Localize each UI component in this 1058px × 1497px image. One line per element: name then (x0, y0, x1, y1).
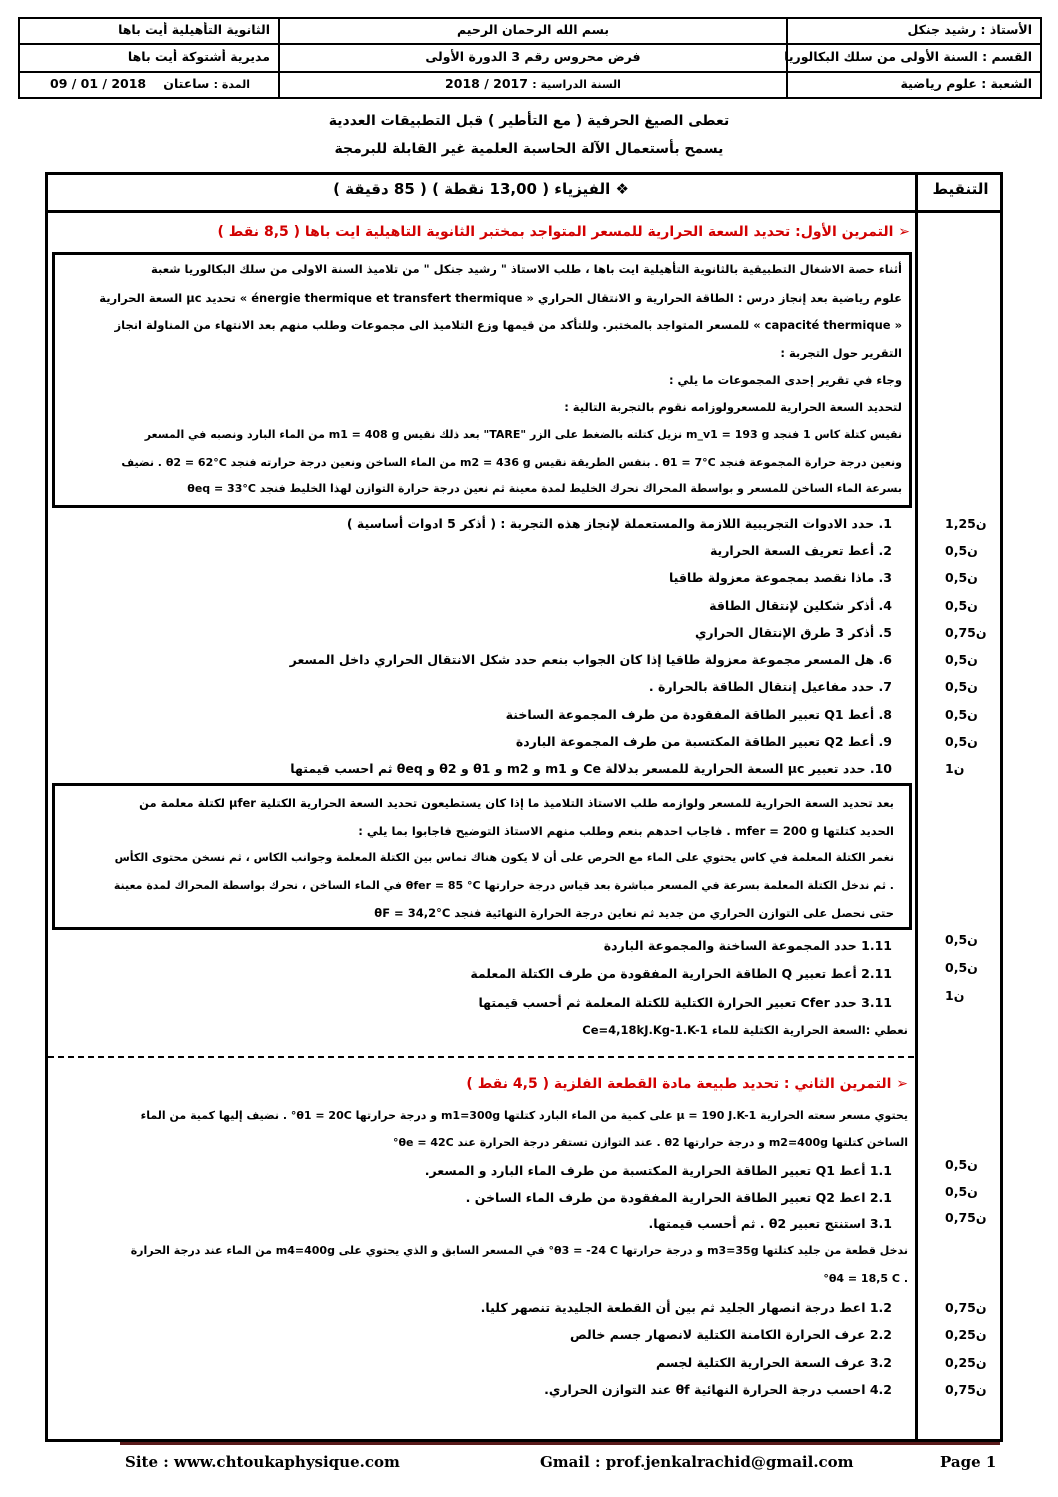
header-table (18, 17, 1042, 99)
question-10-score: 1ن (945, 761, 965, 776)
instruction-formulas: تعطى الصيغ الحرفية ( مع التأطير ) قبل التطبيقات العددية (328, 113, 730, 129)
question-11-2: 2.11 أعط تعبير Q الطاقة الحرارية المفقودة من طرف الكتلة المعلمة (470, 966, 892, 981)
exercise1-title: ➢ التمرين الأول: تحديد السعة الحرارية للمسعر المتواجد بمختبر الثانوية التاهيلية ايت باها ( 8,5 نقط ) (217, 224, 910, 240)
arrow-bullet-icon: ➢ (893, 224, 910, 240)
ex2-question-3-1: 3.1 استنتج تعبير θ2 . ثم أحسب قيمتها. (648, 1216, 892, 1231)
footer-site[interactable]: Site : www.chtoukaphysique.com (125, 1453, 400, 1471)
question-1: 1. حدد الادوات التجريبية اللازمة والمستعملة لإنجاز هذه التجربة : ( أذكر 5 ادوات أساسية ) (346, 516, 892, 531)
question-3: 3. ماذا نقصد بمجموعة معزولة طاقيا (668, 570, 892, 585)
ex2-question-3-2: 3.2 عرف السعة الحرارية الكتلية لجسم (656, 1355, 892, 1370)
context2-line: . ثم ندخل الكتلة المعلمة بسرعة في المسعر مباشرة بعد قياس درجة حرارتها θfer = 85 °C في الماء الساخن ، نحرك بواسطة المحراك لمدة معينة (113, 879, 894, 892)
branch-label: الشعبة : علوم رياضية (900, 76, 1032, 91)
context2-line: حتى نحصل على التوازن الحراري من جديد ثم نعاين درجة الحرارة النهائية فنجد θF = 34,2°C (374, 906, 894, 920)
ex2-question-1-1: 1.1 أعط Q1 تعبير الطاقة الحرارية المكتسبة من طرف الماء البارد و المسعر. (424, 1163, 892, 1178)
context-line: نقيس كتلة كاس 1 فنجد m_v1 = 193 g نزيل كتلته بالضغط على الزر "TARE" بعد ذلك نقيس m1 = 408 g من الماء البارد ونصبه في المسعر (144, 428, 902, 441)
ex2-question-3-2-score: 0,25ن (945, 1355, 987, 1370)
footer-email[interactable]: Gmail : prof.jenkalrachid@gmail.com (540, 1453, 854, 1471)
question-11-3: 3.11 حدد Cfer تعبير الحرارة الكتلية للكتلة المعلمة ثم أحسب قيمتها (478, 995, 892, 1010)
question-9: 9. أعط Q2 تعبير الطاقة المكتسبة من طرف المجموعة الباردة (515, 734, 892, 749)
instruction-calculator: يسمح بأستعمال الآلة الحاسبة العلمية غير القابلة للبرمجة (334, 141, 724, 157)
question-9-score: 0,5ن (945, 734, 978, 749)
exercise2-title: ➢ التمرين الثاني : تحديد طبيعة مادة القطعة الفلزية ( 4,5 نقط ) (466, 1076, 908, 1092)
context-line: وجاء في تقرير إحدى المجموعات ما يلي : (668, 373, 902, 387)
ex2-question-1-2-score: 0,75ن (945, 1300, 987, 1315)
question-11-2-score: 0,5ن (945, 960, 978, 975)
context-line: لتحديد السعة الحرارية للمسعرولوزامه نقوم بالتجربة التالية : (564, 400, 902, 414)
ex2-question-2-2: 2.2 عرف الحرارة الكامنة الكتلية لانصهار جسم خالص (569, 1327, 892, 1342)
footer-rule (120, 1442, 1000, 1445)
ex2-question-2-2-score: 0,25ن (945, 1327, 987, 1342)
question-1-score: 1,25ن (945, 516, 987, 531)
class-label: القسم : السنة الأولى من سلك البكالوريا (784, 49, 1032, 64)
question-2: 2. أعط تعريف السعة الحرارية (709, 543, 892, 558)
question-5: 5. أذكر 3 طرق الإنتقال الحراري (694, 625, 892, 640)
question-8: 8. أعط Q1 تعبير الطاقة المفقودة من طرف المجموعة الساخنة (505, 707, 892, 722)
context-line: بسرعة الماء الساخن للمسعر و بواسطة المحراك نحرك الخليط لمدة معينة ثم نعين درجة حرارة التوازن لهذا الخليط فنجد θeq = 33°C (187, 482, 902, 495)
ex2-question-4-2-score: 0,75ن (945, 1382, 987, 1397)
arrow-bullet-icon: ➢ (891, 1076, 908, 1092)
context-line: ونعين درجة حرارة المجموعة فنجد θ1 = 7°C . بنفس الطريقة نقيس m2 = 436 g من الماء الساخن ونعين درجة حرارته فنجد θ2 = 62°C . نضيف (121, 456, 902, 469)
ex2-question-3-1-score: 0,75ن (945, 1210, 987, 1225)
ex2-question-1-1-score: 0,5ن (945, 1157, 978, 1172)
school-year: السنة الدراسية : 2017 / 2018 (445, 76, 621, 91)
footer-page-number: Page 1 (940, 1453, 997, 1471)
basmala: بسم الله الرحمان الرحيم (456, 22, 610, 37)
question-7-score: 0,5ن (945, 679, 978, 694)
question-11-3-score: 1ن (945, 988, 965, 1003)
duration: المدة : ساعتان (163, 76, 250, 91)
question-11-1-score: 0,5ن (945, 932, 978, 947)
question-3-score: 0,5ن (945, 570, 978, 585)
ex2-question-1-2: 1.2 اعط درجة انصهار الجليد ثم بين أن القطعة الجليدية تنصهر كليا. (480, 1300, 892, 1315)
context-line: « capacité thermique » للمسعر المتواجد بالمختبر. وللتأكد من قيمها وزع التلاميذ الى مجموعات وطلب منهم بعد الانتهاء من المناولة انجاز (114, 318, 902, 332)
question-6-score: 0,5ن (945, 652, 978, 667)
diamond-bullet-icon: ❖ (610, 180, 629, 198)
ex2-question-4-2: 4.2 احسب درجة الحرارة النهائية θf عند التوازن الحراري. (544, 1382, 892, 1397)
school-name: الثانوية التأهيلية أيت باها (118, 22, 270, 37)
question-10: 10. حدد تعبير μc السعة الحرارية للمسعر بدلالة Ce و m1 و m2 و θ1 و θ2 و θeq ثم احسب قيمتها (290, 761, 892, 776)
ex2-question-2-1: 2.1 اعط Q2 تعبير الطاقة الحرارية المفقودة من طرف الماء الساخن . (465, 1190, 892, 1205)
question-6: 6. هل المسعر مجموعة معزولة طاقيا إذا كان الجواب بنعم حدد شكل الانتقال الحراري داخل المسعر (289, 652, 892, 667)
question-8-score: 0,5ن (945, 707, 978, 722)
directorate: مديرية أشتوكة أيت باها (127, 49, 270, 64)
exam-date: 09 / 01 / 2018 (50, 76, 147, 91)
question-4-score: 0,5ن (945, 598, 978, 613)
ex2-context2-line: . θ4 = 18,5 C° (823, 1272, 908, 1285)
ex2-question-2-1-score: 0,5ن (945, 1184, 978, 1199)
section-divider (48, 1056, 914, 1058)
question-5-score: 0,75ن (945, 625, 987, 640)
question-4: 4. أذكر شكلين لإنتقال الطاقة (709, 598, 892, 613)
given-data: نعطي :السعة الحرارية الكتلية للماء Ce=4,18kJ.Kg-1.K-1 (582, 1023, 908, 1037)
context2-line: بعد تحديد السعة الحرارية للمسعر ولوازمه طلب الاستاذ التلاميذ ما إذا كان يستطيعون تحديد السعة الحرارية الكتلية μfer لكتلة معلمة من (139, 796, 894, 810)
ex2-context-line: يحتوي مسعر سعته الحرارية μ = 190 J.K-1 على كمية من الماء البارد كتلتها m1=300g و درجة حرارتها θ1 = 20C° . نضيف إليها كمية من الماء (140, 1109, 908, 1122)
context-line: التقرير حول التجربة : (780, 346, 902, 360)
question-2-score: 0,5ن (945, 543, 978, 558)
context2-line: نغمر الكتلة المعلمة في كاس يحتوي على الماء مع الحرص على أن لا يكون هناك تماس بين الكتلة المعلمة وجوانب الكاس ، ثم نسخن محتوى الكأس (114, 851, 894, 864)
scoring-heading: التنقيط (932, 180, 989, 198)
subject-heading: ❖ الفيزياء ( 13,00 نقطة ) ( 85 دقيقة ) (333, 180, 629, 198)
context-line: أثناء حصة الاشغال التطبيقية بالثانوية التأهيلية ايت باها ، طلب الاستاذ " رشيد جنكل " من تلاميذ السنة الاولى من سلك البكالوريا شعبة (151, 262, 902, 276)
exam-title: فرض محروس رقم 3 الدورة الأولى (425, 49, 641, 64)
teacher-name: الأستاذ : رشيد جنكل (907, 22, 1032, 37)
ex2-context-line: الساخن كتلتها m2=400g و درجة حرارتها θ2 . عند التوازن تستقر درجة الحرارة عند θe = 42C° (392, 1136, 908, 1149)
ex2-context2-line: ندخل قطعة من جليد كتلتها m3=35g و درجة حرارتها θ3 = -24 C° في المسعر السابق و الذي يحتوي على m4=400g من الماء عند درجة الحرارة (130, 1244, 908, 1257)
context-line: علوم رياضية بعد إنجاز درس : الطاقة الحرارية و الانتقال الحراري « énergie thermique et transfert thermique » تحديد μc السعة الحرارية (99, 291, 902, 305)
question-11-1: 1.11 حدد المجموعة الساخنة والمجموعة الباردة (603, 938, 892, 953)
context2-line: الحديد كتلتها mfer = 200 g . فاجاب احدهم بنعم وطلب منهم الاستاذ التوضيح فاجابوا بما يلي : (358, 824, 894, 838)
question-7: 7. حدد مفاعيل إنتقال الطاقة بالحرارة . (648, 679, 892, 694)
